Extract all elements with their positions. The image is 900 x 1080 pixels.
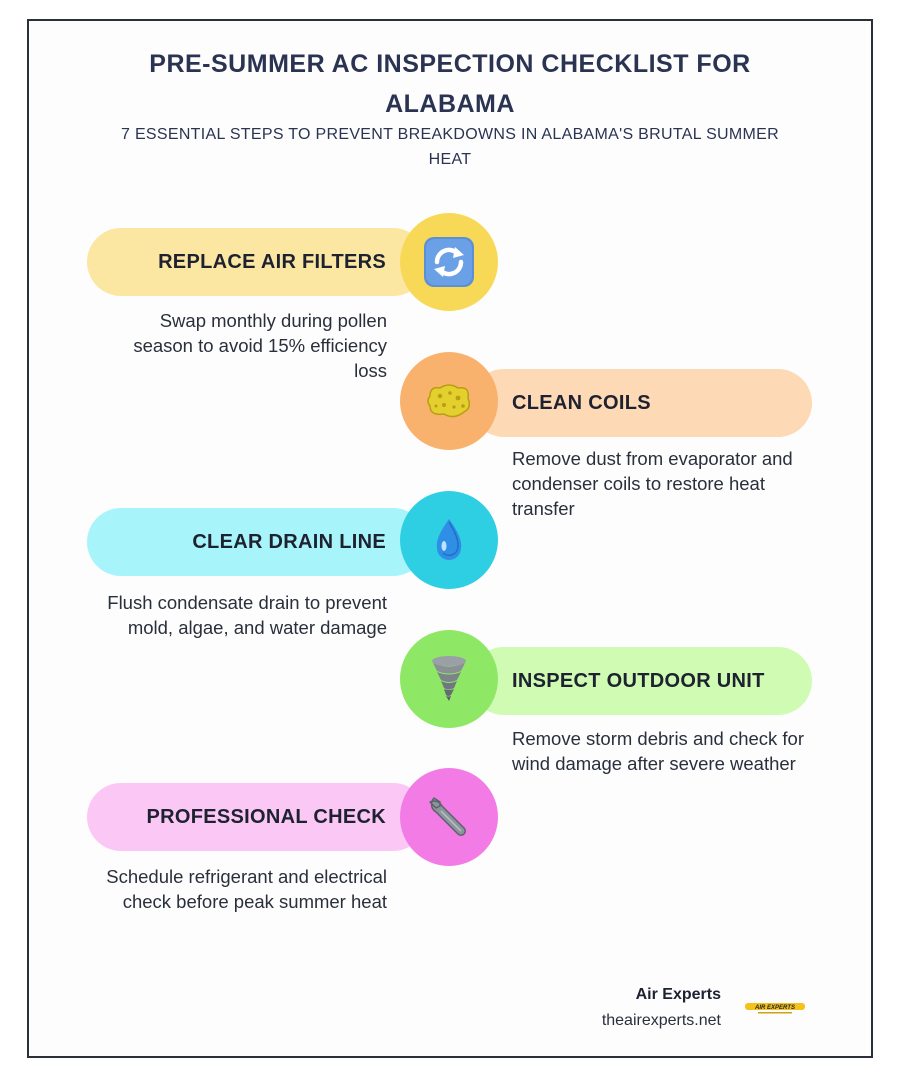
brand-name: Air Experts <box>635 986 721 1003</box>
step-professional-check-badge <box>400 768 498 866</box>
step-title: CLEAR DRAIN LINE <box>192 530 386 553</box>
page-title: PRE-SUMMER AC INSPECTION CHECKLIST FOR ALABAMA <box>149 50 751 118</box>
step-clear-drain-line-pill <box>87 508 427 576</box>
air-experts-logo <box>744 996 806 1018</box>
step-clean-coils-badge <box>400 352 498 450</box>
tornado-icon <box>429 654 469 704</box>
step-inspect-outdoor-unit-badge <box>400 630 498 728</box>
refresh-arrows-icon <box>422 235 476 289</box>
step-clean-coils-pill <box>470 369 812 437</box>
step-description: Flush condensate drain to prevent mold, algae, and water damage <box>107 592 387 638</box>
step-clear-drain-line-badge <box>400 491 498 589</box>
step-description: Remove storm debris and check for wind damage after severe weather <box>512 728 805 774</box>
step-description: Swap monthly during pollen season to avoid 15% efficiency loss <box>133 310 387 381</box>
step-description: Remove dust from evaporator and condenser coils to restore heat transfer <box>512 448 793 519</box>
step-replace-air-filters-pill <box>87 228 427 296</box>
wrench-icon <box>424 792 474 842</box>
step-title: PROFESSIONAL CHECK <box>146 805 386 828</box>
svg-text:AIR EXPERTS: AIR EXPERTS <box>755 1005 795 1011</box>
step-replace-air-filters-badge <box>400 213 498 311</box>
step-professional-check-pill <box>87 783 427 851</box>
brand-website-link[interactable]: theairexperts.net <box>601 1012 721 1029</box>
step-inspect-outdoor-unit-pill <box>470 647 812 715</box>
water-droplet-icon <box>429 516 469 564</box>
step-title: INSPECT OUTDOOR UNIT <box>512 669 765 692</box>
sponge-icon <box>424 376 474 426</box>
step-description: Schedule refrigerant and electrical check before peak summer heat <box>106 866 387 912</box>
page-subtitle: 7 ESSENTIAL STEPS TO PREVENT BREAKDOWNS IN ALABAMA'S BRUTAL SUMMER HEAT <box>121 126 779 168</box>
step-title: CLEAN COILS <box>512 391 651 414</box>
step-title: REPLACE AIR FILTERS <box>158 250 386 273</box>
